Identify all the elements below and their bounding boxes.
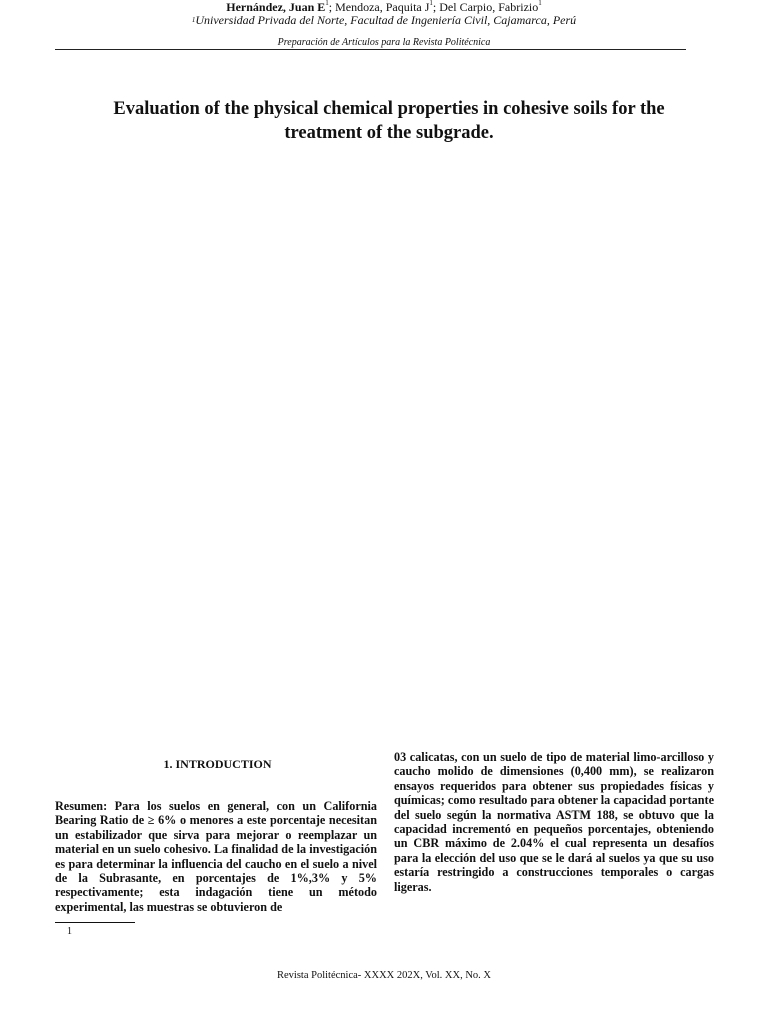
affiliation-mark: 1 (191, 16, 196, 24)
footnote-number: 1 (67, 926, 72, 937)
running-head: Preparación de Artículos para la Revista Politécnica (277, 37, 491, 48)
abstract-paragraph: 03 calicatas, con un suelo de tipo de material limo-arcilloso y caucho molido de dimensiones (0,400 mm), se realizaron ensayos requeridos para obtener sus propiedades físicas y químicas; como resultado para obtener la capacidad portante del suelo según la normativa ASTM 188, se obtuvo que la capacidad incrementó en pequeños porcentajes, obteniendo un CBR máximo de 2.04% el cual representa un desafíos para la elección del uso que se le dará al suelos ya que su uso estaría restringido a construcciones temporales o cargas ligeras. (394, 750, 714, 894)
paper-title: Evaluation of the physical chemical properties in cohesive soils for the treatment of the subgrade. (113, 99, 665, 143)
author-list (0, 0, 768, 14)
affiliation-mark: 1 (429, 0, 433, 7)
author-name: Del Carpio, Fabrizio (439, 0, 539, 14)
page-footer: Revista Politécnica- XXXX 202X, Vol. XX, No. X (277, 970, 491, 981)
abstract-paragraph: Resumen: Para los suelos en general, con un California Bearing Ratio de ≥ 6% o menores a este porcentaje necesitan un estabilizador que sirva para mejorar o reemplazar un material en un suelo cohesivo. La finalidad de la investigación es para determinar la influencia del caucho en el suelo a nivel de la Subrasante, en porcentajes de 1%,3% y 5% respectivamente; esta indagación tiene un método experimental, las muestras se obtuvieron de (55, 799, 377, 914)
author-name: Hernández, Juan E (226, 0, 326, 14)
abstract-right-column (394, 750, 714, 894)
footnote-rule (55, 922, 135, 923)
abstract-left-column (55, 799, 377, 914)
header-rule (55, 49, 686, 50)
section-heading: 1. INTRODUCTION (163, 757, 272, 771)
author-name: Mendoza, Paquita J (335, 0, 430, 14)
author-separator: ; (432, 0, 440, 14)
affiliation-mark: 1 (538, 0, 542, 7)
author-separator: ; (328, 0, 336, 14)
affiliation (0, 13, 768, 27)
affiliation-mark: 1 (325, 0, 329, 7)
affiliation-text: Universidad Privada del Norte, Facultad de Ingeniería Civil, Cajamarca, Perú (195, 13, 577, 27)
